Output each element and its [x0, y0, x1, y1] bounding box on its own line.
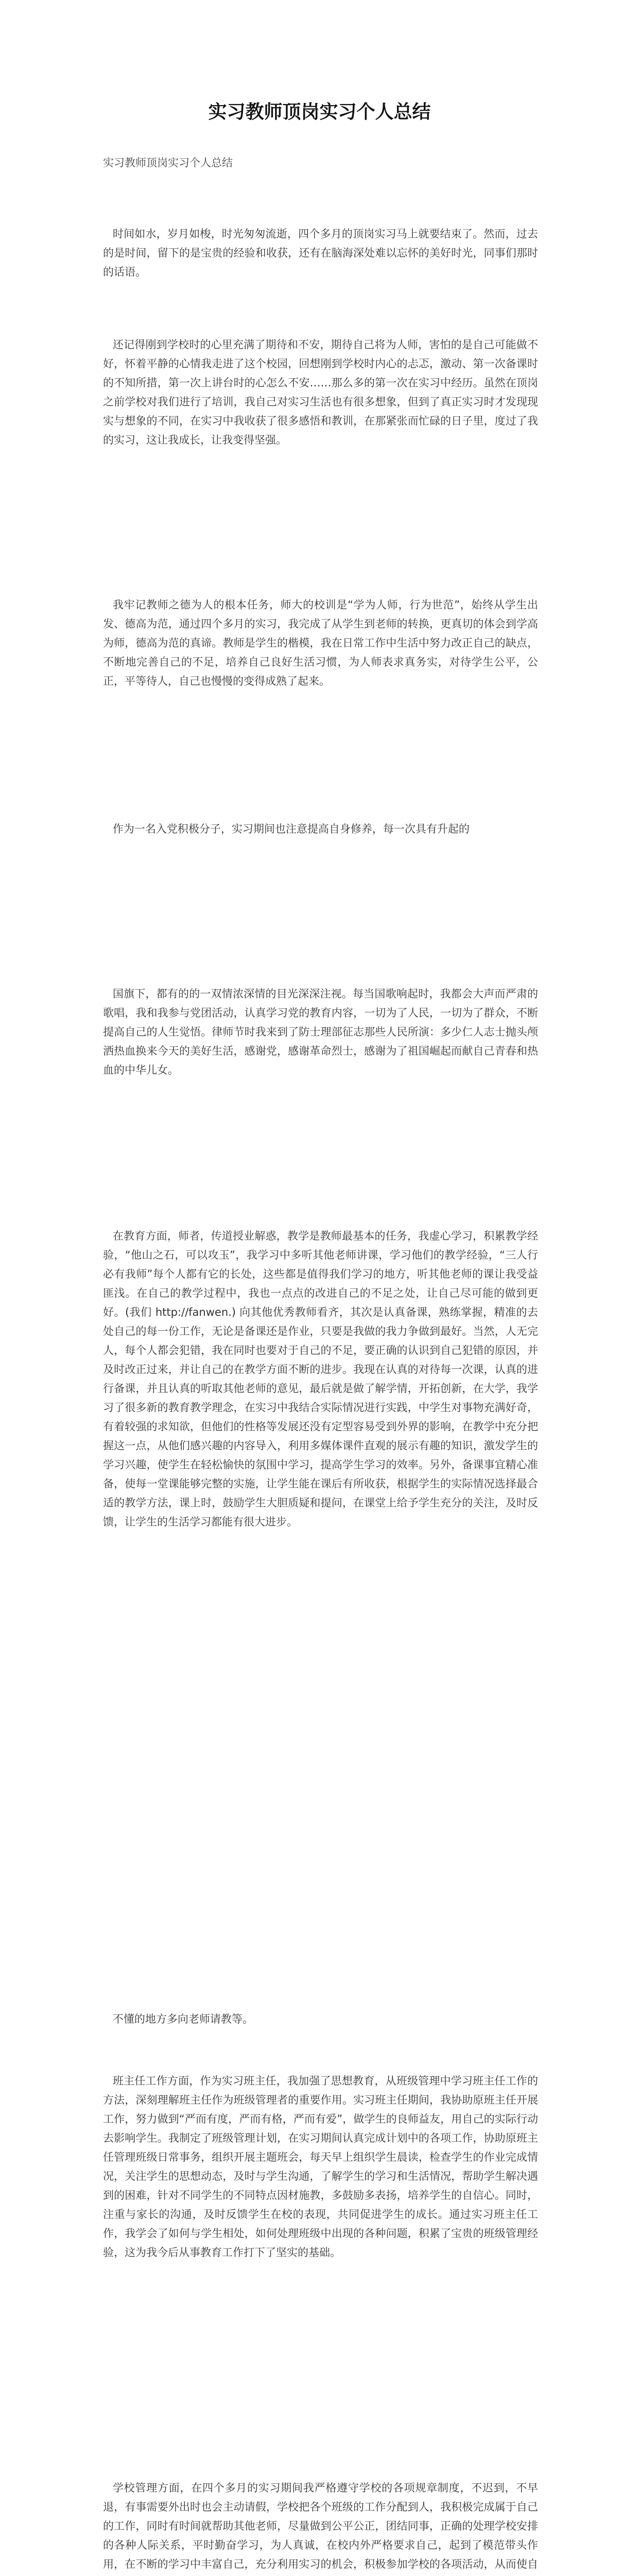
paragraph-8: 班主任工作方面，作为实习班主任，我加强了思想教育，从班级管理中学习班主任工作的方法，深刻理解班主任作为班级管理者的重要作用。实习班主任期间，我协助原班主任开展工作，努力做到“严而有度，严而有格，严而有爱”，做学生的良师益友，用自己的实际行动去影响学生。我制定了班级管理计划，在实习期间认真完成计划中的各项工作，协助原班主任管理班级日常事务，组织开展主题班会，每天早上组织学生晨读，检查学生的作业完成情况，关注学生的思想动态，及时与学生沟通，了解学生的学习和生活情况，帮助学生解决遇到的困难，针对不同学生的不同特点因材施教，多鼓励多表扬，培养学生的自信心。同时，注重与家长的沟通，及时反馈学生在校的表现，共同促进学生的成长。通过实习班主任工作，我学会了如何与学生相处，如何处理班级中出现的各种问题，积累了宝贵的班级管理经验，这为我今后从事教育工作打下了坚实的基础。 — [103, 2075, 538, 2259]
paragraph-2: 还记得刚到学校时的心里充满了期待和不安，期待自己将为人师，害怕的是自己可能做不好，怀着平静的心情我走进了这个校园，回想刚到学校时内心的忐忑，激动、第一次备课时的不知所措，第一次上讲台时的心怎么不安……那么多的第一次在实习中经历。虽然在顶岗之前学校对我们进行了培训，我自己对实习生活也有很多想象，但到了真正实习时才发现现实与想象的不同，在实习中我收获了很多感悟和教训，在那紧张而忙碌的日子里，度过了我的实习，这让我成长，让我变得坚强。 — [103, 338, 538, 446]
paragraph-3: 我牢记教师之德为人的根本任务，师大的校训是“学为人师，行为世范”，始终从学生出发、德高为范，通过四个多月的实习，我完成了从学生到老师的转换，更真切的体会到学高为师，德高为范的真谛。教师是学生的楷模，我在日常工作中生活中努力改正自己的缺点，不断地完善自己的不足，培养自己良好生活习惯，为人师表求真务实，对待学生公平，公正，平等待人，自己也慢慢的变得成熟了起来。 — [103, 599, 538, 687]
paragraph-1: 时间如水，岁月如梭，时光匆匆流逝，四个多月的顶岗实习马上就要结束了。然而，过去的是时间，留下的是宝贵的经验和收获，还有在脑海深处难以忘怀的美好时光，同事们那时的话语。 — [103, 228, 538, 278]
document-title: 实习教师顶岗实习个人总结 — [208, 101, 431, 123]
paragraph-9: 学校管理方面，在四个多月的实习期间我严格遵守学校的各项规章制度，不迟到，不早退，有事需要外出时也会主动请假，学校把各个班级的工作分配到人，我积极完成属于自己的工作，同时有时间就帮助其他老师，尽量做到公平公正，团结同事，正确的处理学校安排的各种人际关系，平时勤奋学习，为人真诚，在校内外严格要求自己，起到了模范带头作用，在不断的学习中丰富自己，充分利用实习的机会，积极参加学校的各项活动，从而使自 — [103, 2482, 538, 2570]
paragraph-7: 不懂的地方多向老师请教等。 — [112, 2013, 253, 2025]
paragraph-5: 国旗下，都有的的一双情浓深情的目光深深注视。每当国歌响起时，我都会大声而严肃的歌唱，我和我参与党团活动，认真学习党的教育内容，一切为了人民，一切为了群众，不断提高自己的人生觉悟。律师节时我来到了防士理部征志那些人民所演：多少仁人志士抛头颅洒热血换来今天的美好生活，感谢党，感谢革命烈士，感谢为了祖国崛起而献自己青春和热血的中华儿女。 — [103, 988, 538, 1076]
paragraph-6: 在教育方面，师者，传道授业解惑，教学是教师最基本的任务，我虚心学习，积累教学经验，“他山之石，可以攻玉”，我学习中多听其他老师讲课，学习他们的教学经验，“三人行必有我师”每个人都有它的长处，这些都是值得我们学习的地方，听其他老师的课让我受益匪浅。在自己的教学过程中，我也一点点的改进自己的不足之处，让自己尽可能的做到更好。(我们 http://fanwen.) 向其他优秀教师看齐，其次是认真备课，熟练掌握，精准的去处自己的每一份工作，无论是备课还是作业，只要是我做的我力争做到最好。当然，人无完人，每个人都会犯错，我在同时也要对于自己的不足，要正确的认识到自己犯错的原因，并及时改正过来，并让自己的在教学方面不断的进步。我现在认真的对待每一次课，认真的进行备课，并且认真的听取其他老师的意见，最后就是做了解学情，开拓创新，在大学，我学习了很多新的教育教学理念，在实习中我结合实际情况进行实践，中学生对事物充满好奇，有着较强的求知欲，但他们的性格等发展还没有定型容易受到外界的影响，在教学中充分把握这一点，从他们感兴趣的内容导入，利用多媒体课件直观的展示有趣的知识，激发学生的学习兴趣，使学生在轻松愉快的氛围中学习，提高学生学习的效率。另外，备课事宜精心准备，使每一堂课能够完整的实施，让学生能在课后有所收获，根据学生的实际情况选择最合适的教学方法，课上时，鼓励学生大胆质疑和提问，在课堂上给予学生充分的关注，及时反馈，让学生的生活学习都能有很大进步。 — [103, 1230, 538, 1528]
document-subtitle: 实习教师顶岗实习个人总结 — [103, 157, 233, 169]
paragraph-4: 作为一名入党积极分子，实习期间也注意提高自身修养，每一次具有升起的 — [112, 823, 470, 835]
